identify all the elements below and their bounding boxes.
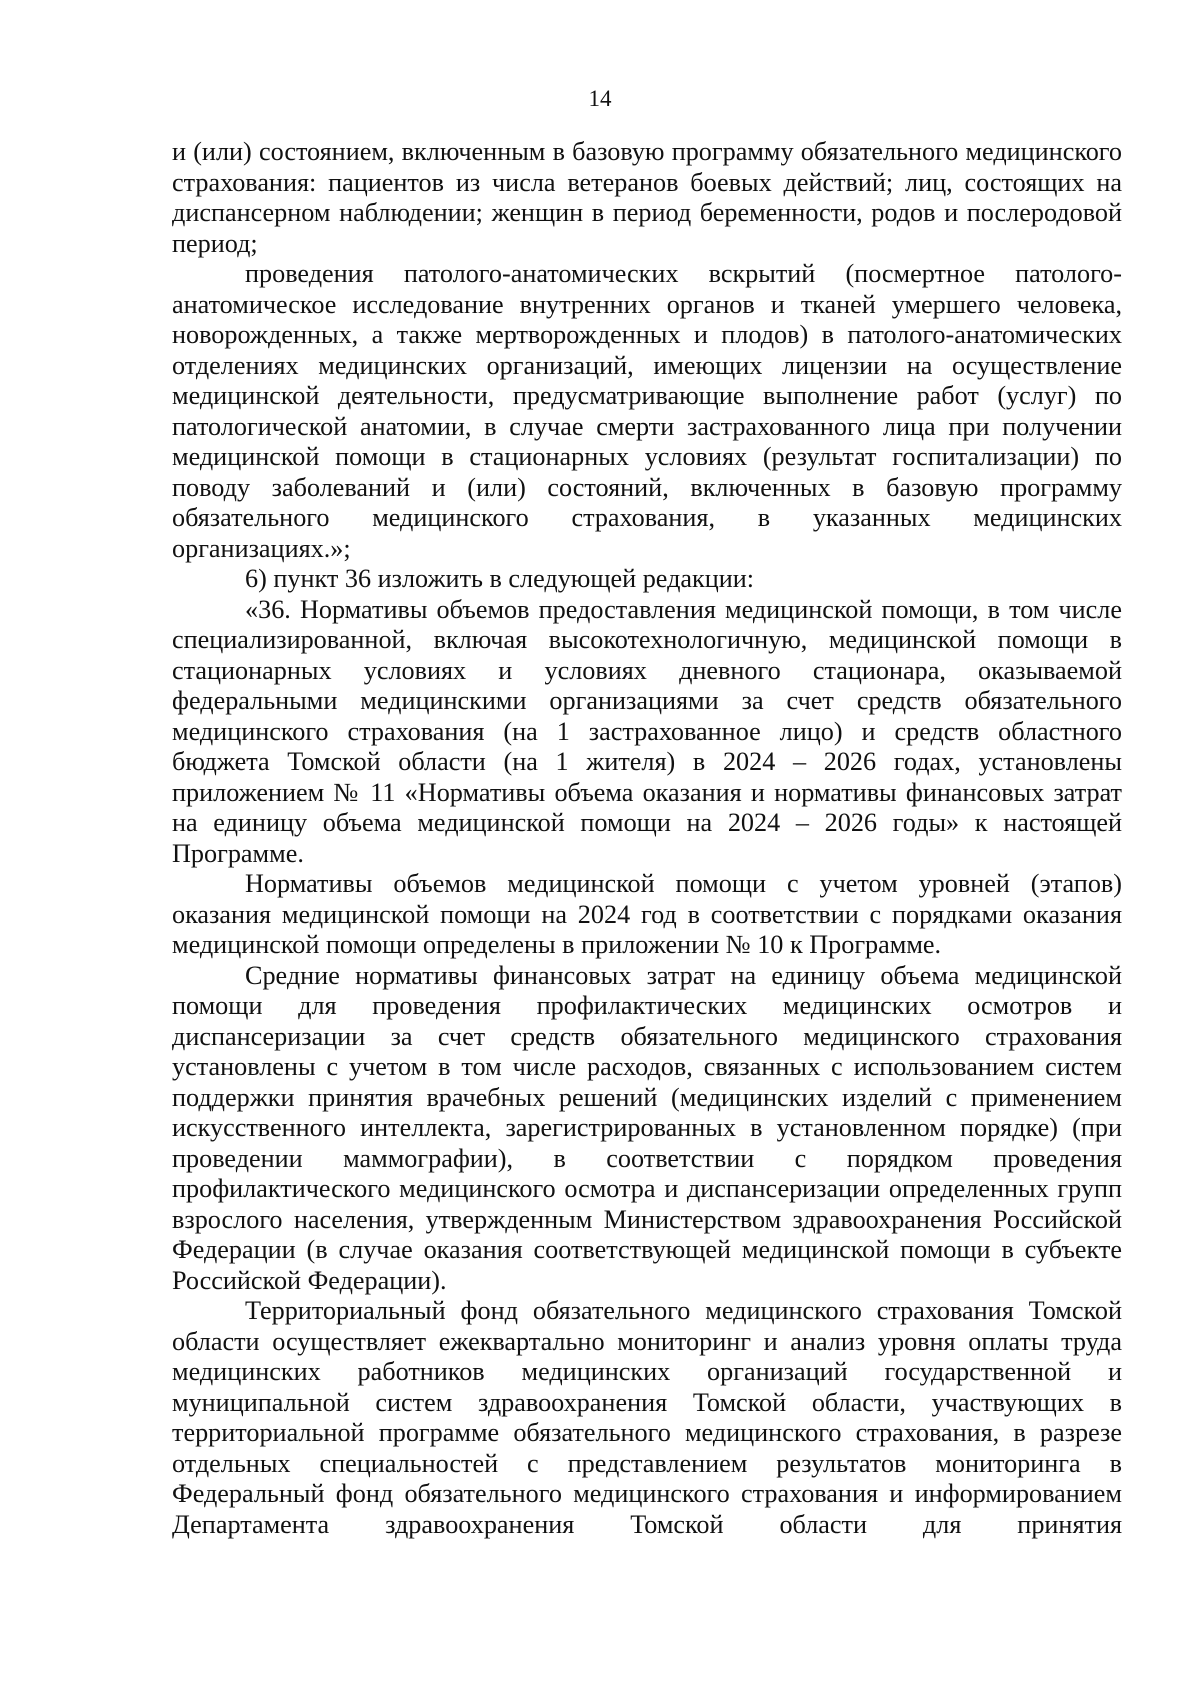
paragraph: и (или) состоянием, включенным в базовую программу обязательного медицинского страхования: пациентов из числа ветеранов боевых действий; лиц, состоящих на диспансерном наблюдении; женщин в период беременности, родов и послеродовой период; [172, 137, 1122, 258]
paragraph: Территориальный фонд обязательного медицинского страхования Томской области осуществляет ежеквартально мониторинг и анализ уровня оплаты труда медицинских работников медицинских организаций государственной и муниципальной систем здравоохранения Томской области, участвующих в территориальной программе обязательного медицинского страхования, в разрезе отдельных специальностей с представлением результатов мониторинга в Федеральный фонд обязательного медицинского страхования и информированием Департамента здравоохранения Томской области для принятия [172, 1296, 1122, 1539]
paragraph: Средние нормативы финансовых затрат на единицу объема медицинской помощи для проведения профилактических медицинских осмотров и диспансеризации за счет средств обязательного медицинского страхования установлены с учетом в том числе расходов, связанных с использованием систем поддержки принятия врачебных решений (медицинских изделий с применением искусственного интеллекта, зарегистрированных в установленном порядке) (при проведении маммографии), в соответствии с порядком проведения профилактического медицинского осмотра и диспансеризации определенных групп взрослого населения, утвержденным Министерством здравоохранения Российской Федерации (в случае оказания соответствующей медицинской помощи в субъекте Российской Федерации). [172, 960, 1122, 1295]
page-number: 14 [588, 86, 612, 111]
paragraph: «36. Нормативы объемов предоставления медицинской помощи, в том числе специализированной, включая высокотехнологичную, медицинской помощи в стационарных условиях и условиях дневного стационара, оказываемой федеральными медицинскими организациями за счет средств обязательного медицинского страхования (на 1 застрахованное лицо) и средств областного бюджета Томской области (на 1 жителя) в 2024 – 2026 годах, установлены приложением № 11 «Нормативы объема оказания и нормативы финансовых затрат на единицу объема медицинской помощи на 2024 – 2026 годы» к настоящей Программе. [172, 594, 1122, 868]
paragraph: Нормативы объемов медицинской помощи с учетом уровней (этапов) оказания медицинской помощи на 2024 год в соответствии с порядками оказания медицинской помощи определены в приложении № 10 к Программе. [172, 869, 1122, 959]
paragraph: проведения патолого-анатомических вскрытий (посмертное патолого-анатомическое исследование внутренних органов и тканей умершего человека, новорожденных, а также мертворожденных и плодов) в патолого-анатомических отделениях медицинских организаций, имеющих лицензии на осуществление медицинской деятельности, предусматривающие выполнение работ (услуг) по патологической анатомии, в случае смерти застрахованного лица при получении медицинской помощи в стационарных условиях (результат госпитализации) по поводу заболеваний и (или) состояний, включенных в базовую программу обязательного медицинского страхования, в указанных медицинских организациях.»; [172, 259, 1122, 563]
paragraph: 6) пункт 36 изложить в следующей редакции: [245, 564, 755, 593]
document-body [172, 137, 1122, 1540]
